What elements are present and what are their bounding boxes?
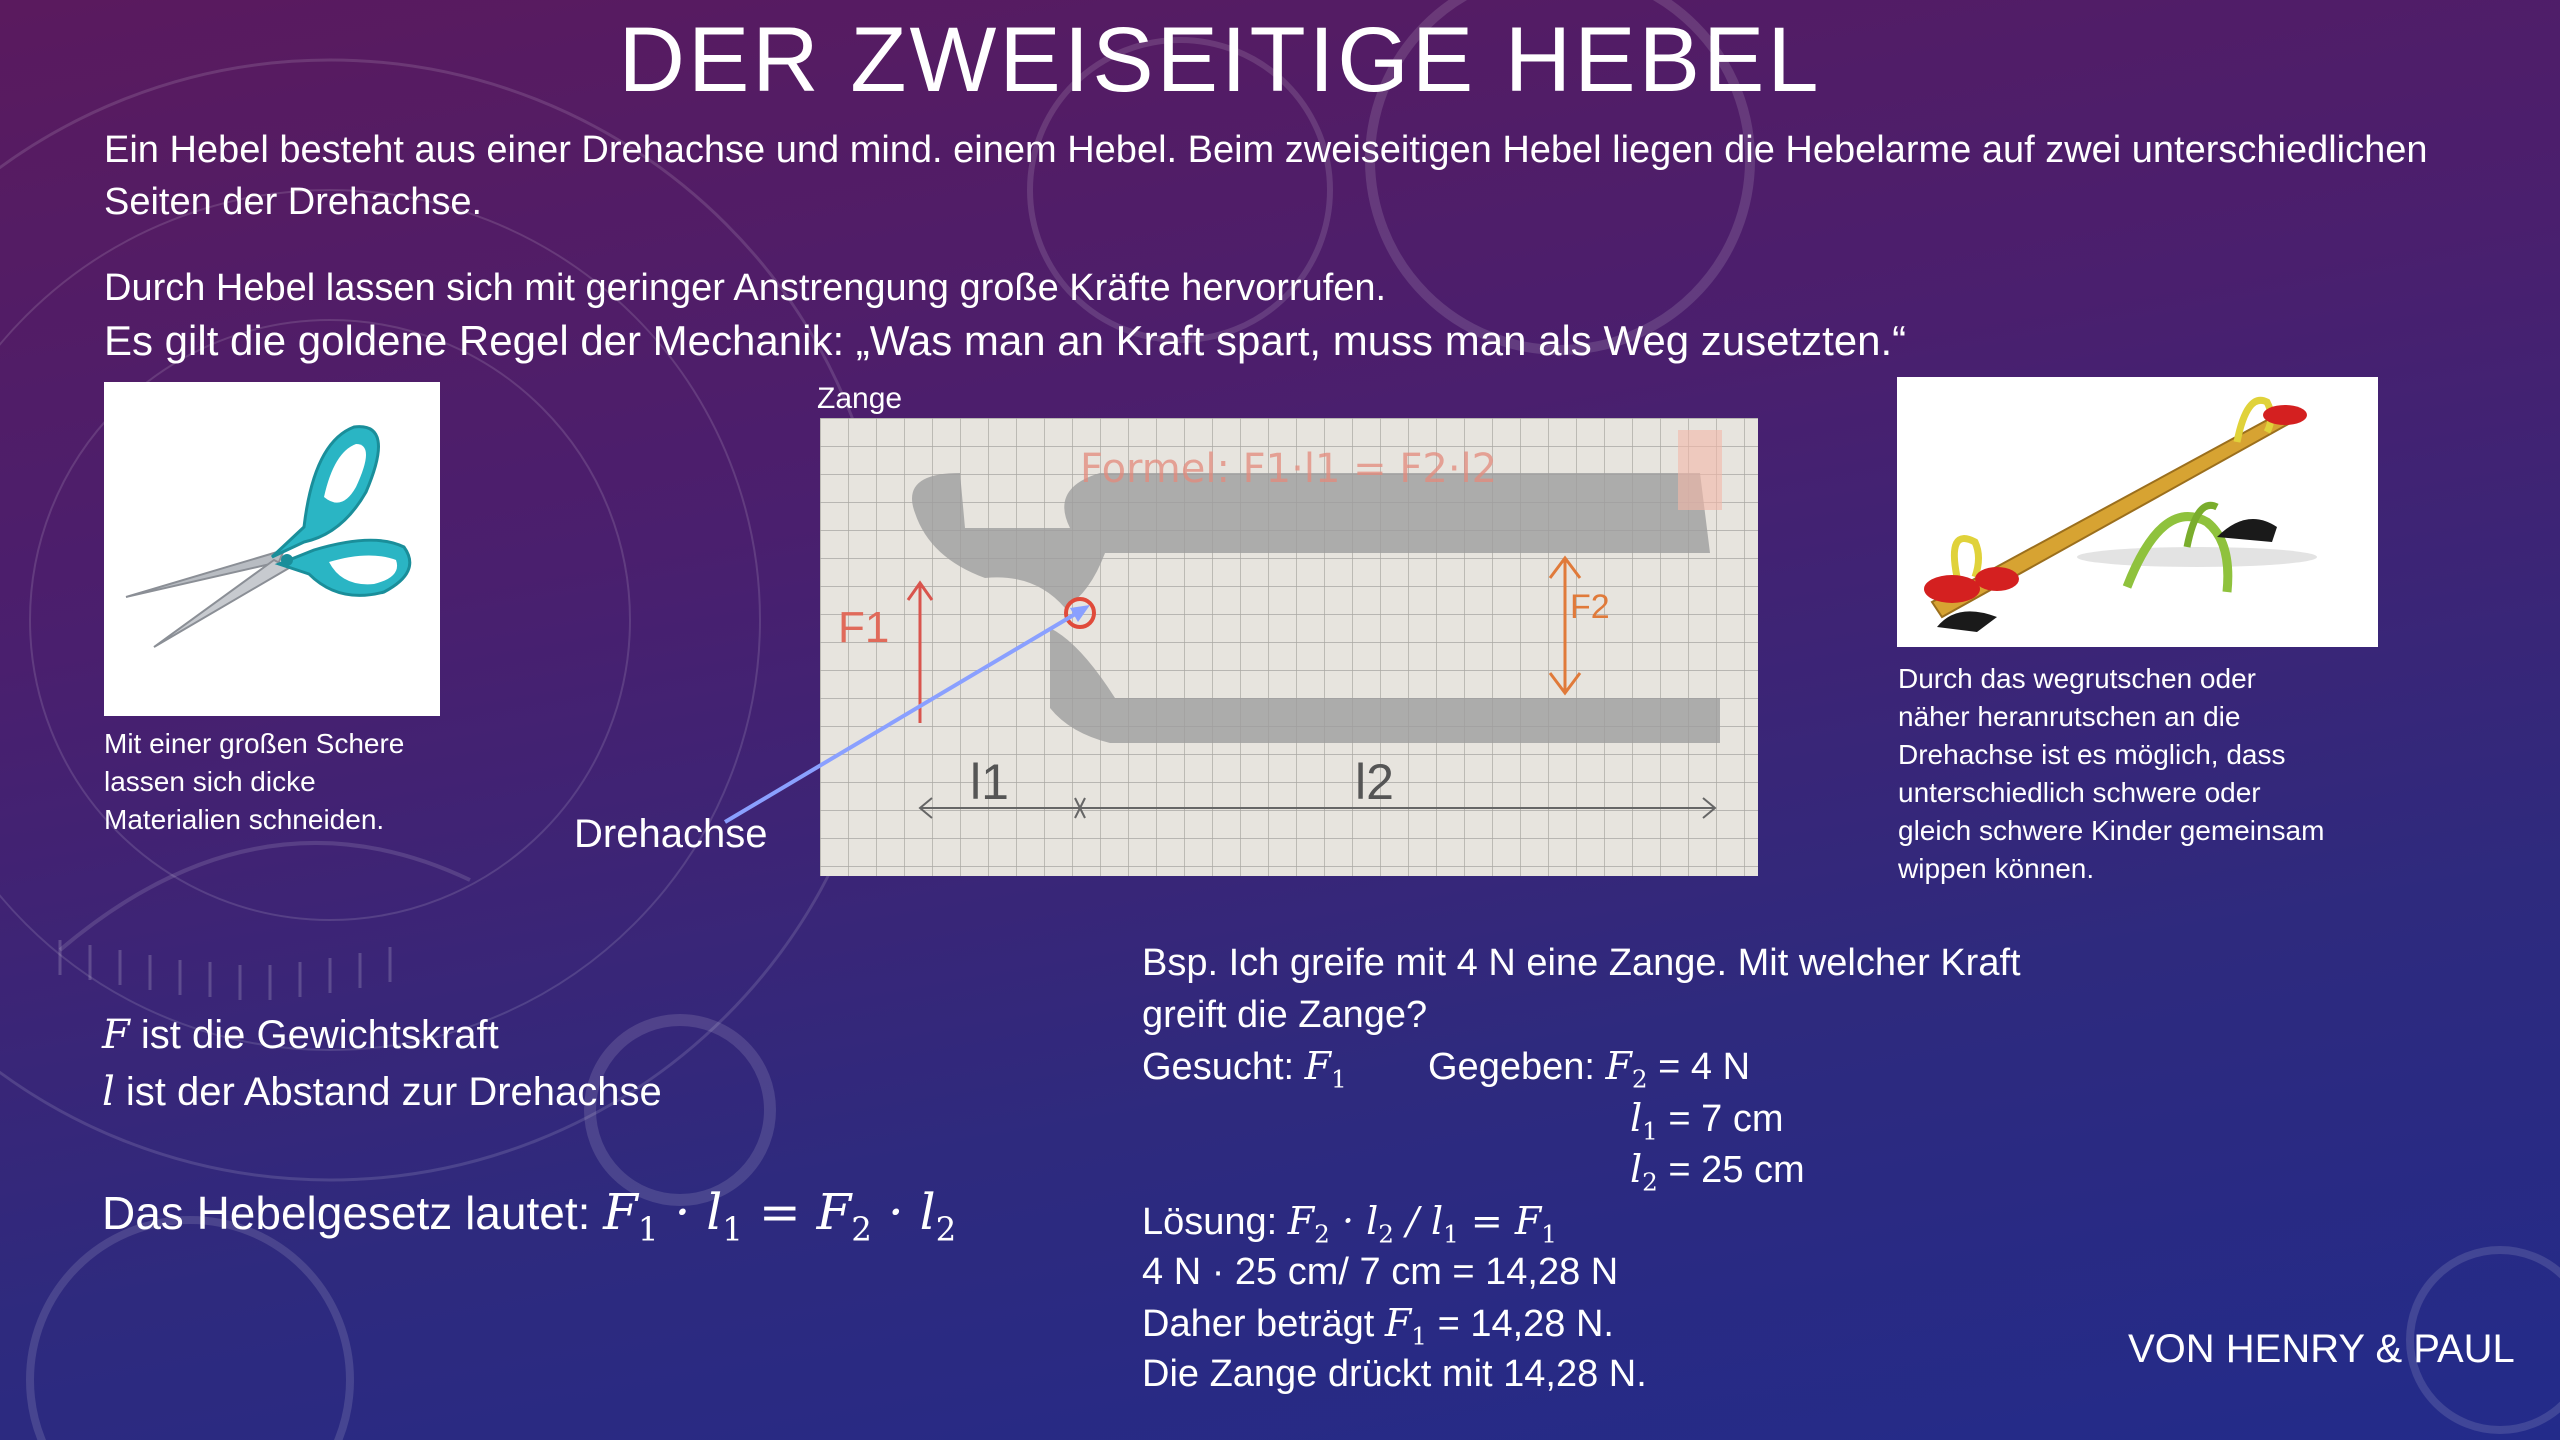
example-sought <box>1142 1039 1347 1107</box>
definition-distance <box>102 1065 662 1119</box>
result-value: = 14,28 N. <box>1427 1303 1614 1345</box>
definition-distance-text: ist der Abstand zur Drehachse <box>114 1070 662 1114</box>
symbol-l: l <box>102 1069 115 1115</box>
solution-label: Lösung: <box>1142 1201 1288 1243</box>
solution-formula: $F_2 \cdot l_2 / l_1 = F_1$ <box>1287 1199 1557 1249</box>
scissors-caption-line-3: Materialien schneiden. <box>104 804 385 835</box>
sought-symbol: $F_1$ <box>1304 1044 1347 1094</box>
result-prefix: Daher beträgt <box>1142 1303 1385 1345</box>
scissors-caption-line-2: lassen sich dicke <box>104 766 316 797</box>
lever-law <box>102 1180 956 1261</box>
sketch-l2: l2 <box>1355 754 1394 810</box>
given-l1-symbol: $l_1$ <box>1630 1096 1658 1146</box>
lever-law-formula: $F_1 \cdot l_1 = F_2 \cdot l_2$ <box>603 1183 957 1249</box>
seesaw-caption-line-4: unterschiedlich schwere oder <box>1898 777 2261 808</box>
scissors-caption-line-1: Mit einer großen Schere <box>104 728 405 759</box>
example-line-2: greift die Zange? <box>1142 994 1428 1036</box>
given-f2-symbol: $F_2$ <box>1605 1044 1648 1094</box>
symbol-f: F <box>102 1012 130 1058</box>
intro-line-2: Seiten der Drehachse. <box>104 181 483 223</box>
example-line-1: Bsp. Ich greife mit 4 N eine Zange. Mit welcher Kraft <box>1142 942 2021 984</box>
example-final: Die Zange drückt mit 14,28 N. <box>1142 1353 1647 1395</box>
pivot-label: Drehachse <box>574 812 768 856</box>
seesaw-caption-line-1: Durch das wegrutschen oder <box>1898 663 2256 694</box>
seesaw-caption-line-5: gleich schwere Kinder gemeinsam <box>1898 815 2325 846</box>
footer-authors: VON HENRY & PAUL <box>2128 1327 2515 1371</box>
golden-rule-line: Es gilt die goldene Regel der Mechanik: „Was man an Kraft spart, muss man als Weg zusetzten.“ <box>104 317 1907 364</box>
given-l2-value: = 25 cm <box>1657 1149 1805 1191</box>
result-symbol: $F_1$ <box>1384 1301 1428 1351</box>
sketch-formula: Formel: F1·l1 = F2·l2 <box>1080 446 1498 492</box>
lever-law-prefix: Das Hebelgesetz lautet: <box>102 1187 604 1239</box>
definition-force <box>102 1008 499 1062</box>
sketch-l1: l1 <box>970 754 1009 810</box>
given-l2-symbol: $l_2$ <box>1630 1147 1658 1197</box>
seesaw-icon <box>1897 377 2378 647</box>
definition-force-text: ist die Gewichtskraft <box>129 1013 499 1057</box>
seesaw-caption-line-6: wippen können. <box>1898 853 2095 884</box>
intro-line-1: Ein Hebel besteht aus einer Drehachse und mind. einem Hebel. Beim zweiseitigen Hebel liegen die Hebelarme auf zwei unterschiedlichen <box>104 129 2428 171</box>
example-given-l2 <box>1630 1142 1805 1210</box>
given-l1-value: = 7 cm <box>1657 1098 1784 1140</box>
example-calculation: 4 N · 25 cm/ 7 cm = 14,28 N <box>1142 1251 1619 1293</box>
seesaw-photo <box>1897 377 2378 647</box>
sketch-f2: F2 <box>1570 588 1610 626</box>
force-line: Durch Hebel lassen sich mit geringer Anstrengung große Kräfte hervorrufen. <box>104 267 1387 309</box>
seesaw-caption-line-3: Drehachse ist es möglich, dass <box>1898 739 2286 770</box>
slide-title: DER ZWEISEITIGE HEBEL <box>618 9 1822 111</box>
given-f2-value: = 4 N <box>1647 1046 1751 1088</box>
sought-label: Gesucht: <box>1142 1046 1305 1088</box>
seesaw-caption-line-2: näher heranrutschen an die <box>1898 701 2241 732</box>
pliers-label: Zange <box>817 382 903 415</box>
given-label: Gegeben: <box>1428 1046 1606 1088</box>
sketch-f1: F1 <box>838 603 890 652</box>
